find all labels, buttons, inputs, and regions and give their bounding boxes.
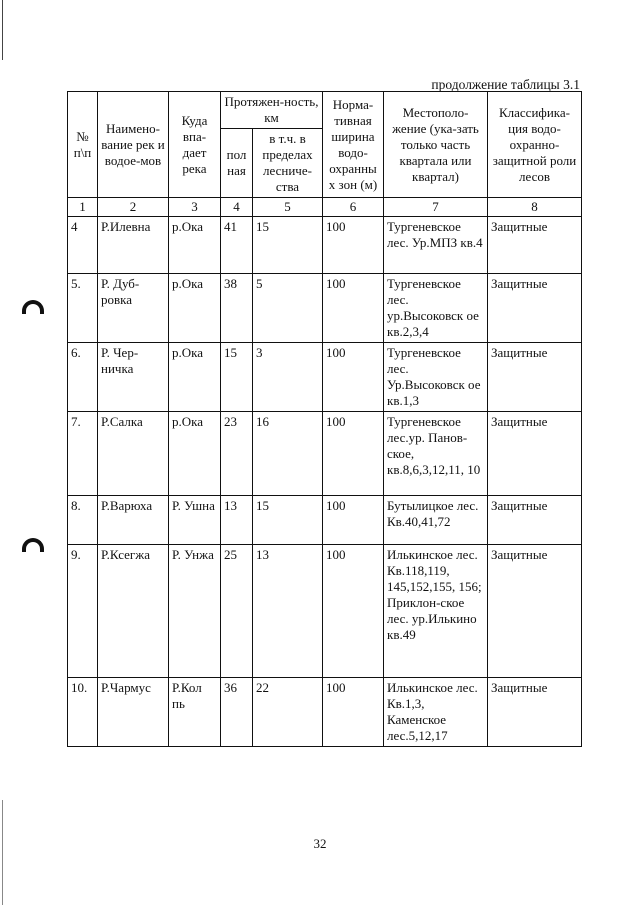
cell-location: Илькинское лес. Кв.118,119, 145,152,155, 156; Приклон-ское лес. ур.Илькино кв.49 [384, 545, 488, 678]
page-number: 32 [313, 836, 327, 851]
cell-name: Р.Чармус [98, 678, 169, 747]
cell-length-forest: 3 [253, 343, 323, 412]
cell-classification: Защитные [488, 217, 582, 274]
cell-num: 6. [68, 343, 98, 412]
cell-num: 5. [68, 274, 98, 343]
column-number: 5 [253, 198, 323, 217]
cell-length-forest: 16 [253, 412, 323, 496]
header-length-forest: в т.ч. в пределах лесниче-ства [253, 129, 323, 198]
cell-name: Р. Дуб-ровка [98, 274, 169, 343]
cell-location: Тургеневское лес. ур.Высоковск ое кв.2,3,4 [384, 274, 488, 343]
cell-num: 8. [68, 496, 98, 545]
table-row [68, 343, 582, 412]
cell-length-forest: 15 [253, 217, 323, 274]
cell-flows-into: Р. Ушна [169, 496, 221, 545]
cell-norm-width: 100 [323, 274, 384, 343]
cell-norm-width: 100 [323, 412, 384, 496]
cell-location: Тургеневское лес. Ур.МПЗ кв.4 [384, 217, 488, 274]
column-number: 6 [323, 198, 384, 217]
cell-flows-into: р.Ока [169, 412, 221, 496]
header-length: Протяжен-ность, км [221, 92, 323, 129]
cell-num: 10. [68, 678, 98, 747]
header-classification: Классифика-ция водо-охранно-защитной роли лесов [488, 92, 582, 198]
cell-flows-into: Р.Кол пь [169, 678, 221, 747]
cell-norm-width: 100 [323, 545, 384, 678]
cell-length-forest: 13 [253, 545, 323, 678]
cell-classification: Защитные [488, 496, 582, 545]
table-row [68, 678, 582, 747]
cell-length-forest: 15 [253, 496, 323, 545]
cell-flows-into: р.Ока [169, 274, 221, 343]
scan-edge-line [2, 0, 3, 60]
cell-name: Р.Ксегжа [98, 545, 169, 678]
cell-length-full: 23 [221, 412, 253, 496]
cell-length-forest: 22 [253, 678, 323, 747]
cell-classification: Защитные [488, 678, 582, 747]
cell-length-forest: 5 [253, 274, 323, 343]
column-number: 3 [169, 198, 221, 217]
table-caption: продолжение таблицы 3.1 [431, 77, 580, 92]
header-num: № п\п [68, 92, 98, 198]
table-row [68, 545, 582, 678]
cell-name: Р.Варюха [98, 496, 169, 545]
table-row [68, 412, 582, 496]
cell-name: Р.Илевна [98, 217, 169, 274]
column-number: 7 [384, 198, 488, 217]
header-name: Наимено-вание рек и водое-мов [98, 92, 169, 198]
cell-norm-width: 100 [323, 343, 384, 412]
cell-norm-width: 100 [323, 678, 384, 747]
cell-length-full: 25 [221, 545, 253, 678]
header-flows-into: Куда впа-дает река [169, 92, 221, 198]
cell-num: 7. [68, 412, 98, 496]
cell-num: 9. [68, 545, 98, 678]
header-norm-width: Норма-тивная ширина водо-охранных зон (м) [323, 92, 384, 198]
table-row [68, 496, 582, 545]
header-location: Местополо-жение (ука-зать только часть квартала или квартал) [384, 92, 488, 198]
cell-name: Р.Салка [98, 412, 169, 496]
cell-length-full: 15 [221, 343, 253, 412]
cell-flows-into: р.Ока [169, 217, 221, 274]
cell-length-full: 13 [221, 496, 253, 545]
cell-classification: Защитные [488, 545, 582, 678]
cell-length-full: 38 [221, 274, 253, 343]
cell-name: Р. Чер-ничка [98, 343, 169, 412]
rivers-table [67, 91, 582, 747]
column-number: 1 [68, 198, 98, 217]
cell-classification: Защитные [488, 274, 582, 343]
column-number: 4 [221, 198, 253, 217]
cell-norm-width: 100 [323, 496, 384, 545]
table-row [68, 217, 582, 274]
cell-location: Тургеневское лес.ур. Панов-ское, кв.8,6,3,12,11, 10 [384, 412, 488, 496]
cell-classification: Защитные [488, 412, 582, 496]
cell-classification: Защитные [488, 343, 582, 412]
binding-hole-mark [22, 538, 44, 552]
cell-flows-into: р.Ока [169, 343, 221, 412]
binding-hole-mark [22, 300, 44, 314]
cell-length-full: 36 [221, 678, 253, 747]
table-row [68, 274, 582, 343]
column-number: 8 [488, 198, 582, 217]
cell-flows-into: Р. Унжа [169, 545, 221, 678]
header-length-full: пол ная [221, 129, 253, 198]
header-row [68, 92, 582, 129]
column-number-row [68, 198, 582, 217]
cell-location: Бутылицкое лес. Кв.40,41,72 [384, 496, 488, 545]
cell-length-full: 41 [221, 217, 253, 274]
cell-location: Илькинское лес. Кв.1,3, Каменское лес.5,12,17 [384, 678, 488, 747]
column-number: 2 [98, 198, 169, 217]
cell-num: 4 [68, 217, 98, 274]
cell-location: Тургеневское лес. Ур.Высоковск ое кв.1,3 [384, 343, 488, 412]
cell-norm-width: 100 [323, 217, 384, 274]
scan-edge-line [2, 800, 3, 905]
